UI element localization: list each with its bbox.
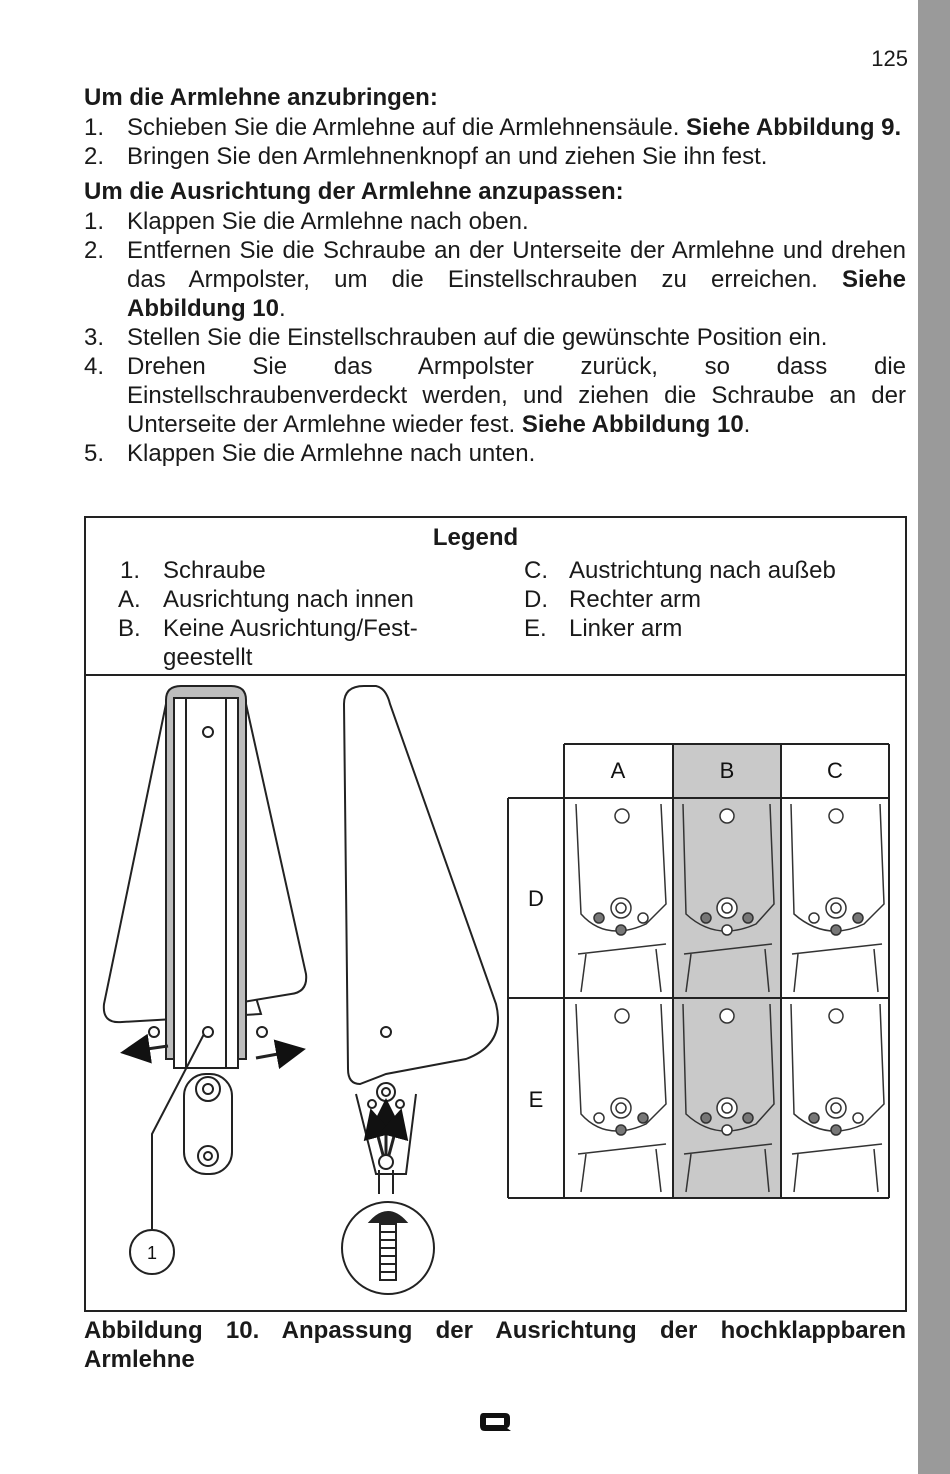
legend-left-column xyxy=(118,556,458,672)
page-edge-tab xyxy=(918,0,950,1474)
callout-number: 1 xyxy=(146,1243,158,1263)
legend-entry: 1. Schraube xyxy=(120,557,266,584)
section1-heading: Um die Armlehne anzubringen: xyxy=(84,84,438,111)
column-label-a: A xyxy=(610,758,626,783)
figure-caption: Abbildung 10. Anpassung der Ausrichtung der hochklappbaren Armlehne xyxy=(84,1317,906,1373)
list-item: 2. Bringen Sie den Armlehnenknopf an und ziehen Sie ihn fest. xyxy=(84,143,768,170)
armrest-diagram xyxy=(86,674,905,1310)
legend xyxy=(86,518,905,676)
section1-steps xyxy=(84,113,906,171)
row-label-e: E xyxy=(528,1087,544,1112)
list-item: 5. Klappen Sie die Armlehne nach unten. xyxy=(84,440,536,467)
list-item: 1. Klappen Sie die Armlehne nach oben. xyxy=(84,208,529,235)
list-item: 3. Stellen Sie die Einstellschrauben auf die gewünschte Position ein. xyxy=(84,324,828,351)
column-label-c: C xyxy=(827,758,843,783)
list-item: 1. Schieben Sie die Armlehne auf die Armlehnensäule. Siehe Abbildung 9. xyxy=(84,114,902,141)
section2-steps xyxy=(84,207,906,468)
legend-entry: A. Ausrichtung nach innen xyxy=(118,586,414,613)
page-number: 125 xyxy=(871,46,908,71)
legend-entry: C. Austrichtung nach außeb xyxy=(524,557,836,584)
legend-entry: D. Rechter arm xyxy=(524,586,702,613)
row-label-d: D xyxy=(528,886,544,911)
section2-heading: Um die Ausrichtung der Armlehne anzupassen: xyxy=(84,178,624,205)
brand-logo-icon xyxy=(477,1410,513,1432)
figure-10 xyxy=(84,516,907,1312)
list-item: 4. Drehen Sie das Armpolster zurück, so dass die Einstellschraubenverdeckt werden, und ziehen die Schraube an der Unterseite der Armlehne wieder fest. Siehe Abbildung 10. xyxy=(84,353,906,438)
legend-entry: E. Linker arm xyxy=(524,615,683,642)
armrest-illustration xyxy=(86,674,905,1310)
middle-armrest-drawing xyxy=(342,686,498,1294)
left-armrest-drawing xyxy=(104,686,306,1274)
column-label-b: B xyxy=(719,758,735,783)
legend-right-column xyxy=(524,556,904,643)
instructions xyxy=(84,83,906,474)
legend-title: Legend xyxy=(432,524,519,551)
list-item: 2. Entfernen Sie die Schraube an der Unterseite der Armlehne und drehen das Armpolster, um die Einstellschrauben zu erreichen. Siehe Abbildung 10. xyxy=(84,237,907,322)
legend-entry: B. Keine Ausrichtung/Fest-geestellt xyxy=(118,615,418,671)
